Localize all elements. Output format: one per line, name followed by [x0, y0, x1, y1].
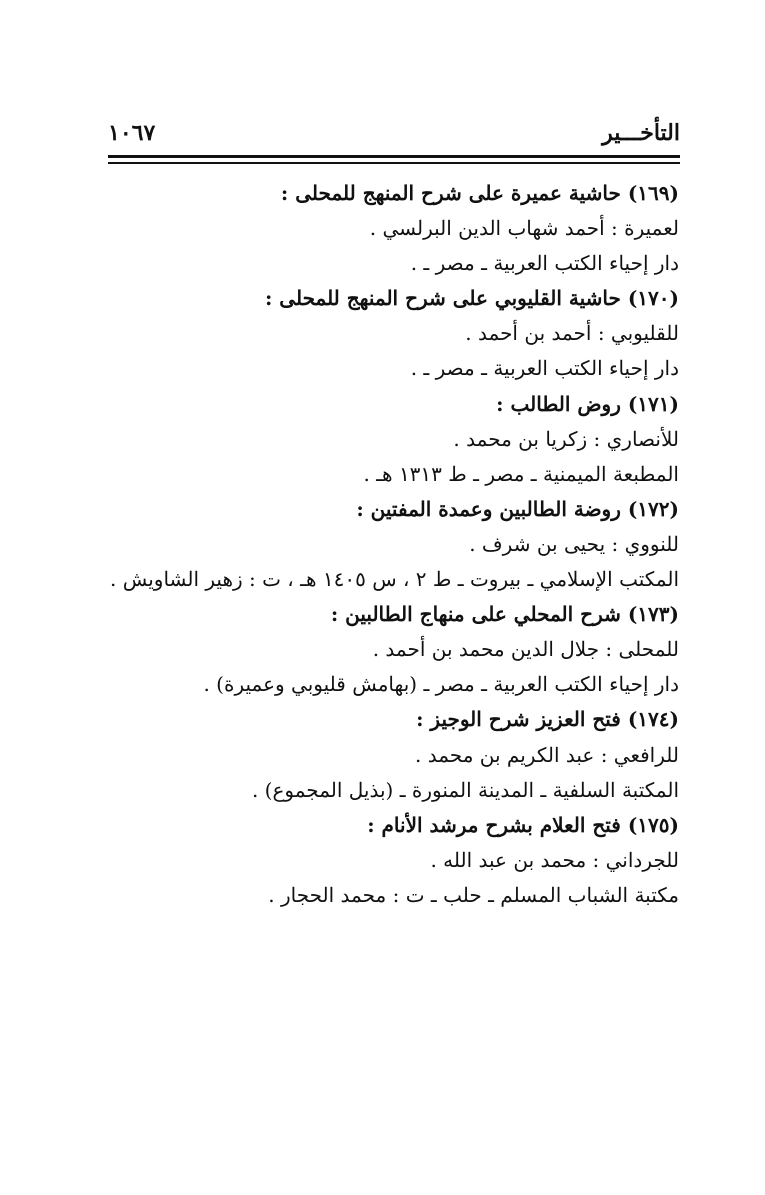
entry-title: (١٧١) روض الطالب : [496, 391, 679, 416]
entry-author: للنووي : يحيى بن شرف . [469, 531, 679, 556]
header-rule-thin [108, 162, 680, 164]
entry-author: للأنصاري : زكريا بن محمد . [453, 426, 679, 451]
entry-title: (١٧٤) فتح العزيز شرح الوجيز : [416, 707, 679, 732]
running-header [108, 112, 680, 152]
entry-title: (١٧٢) روضة الطالبين وعمدة المفتين : [356, 496, 679, 521]
entry-publisher: دار إحياء الكتب العربية ـ مصر ـ . [410, 356, 679, 381]
entry-author: لعميرة : أحمد شهاب الدين البرلسي . [369, 216, 679, 241]
page-number: ١٠٦٧ [108, 120, 156, 146]
entry-publisher: المكتب الإسلامي ـ بيروت ـ ط ٢ ، س ١٤٠٥ هـ ، ت : زهير الشاويش . [110, 567, 679, 592]
entry-author: للرافعي : عبد الكريم بن محمد . [415, 742, 679, 767]
chapter-title: التأخـــير [602, 120, 680, 146]
entry-publisher: دار إحياء الكتب العربية ـ مصر ـ . [410, 251, 679, 276]
entry-title: (١٧٥) فتح العلام بشرح مرشد الأنام : [367, 812, 679, 837]
entry-publisher: دار إحياء الكتب العربية ـ مصر ـ (بهامش قليوبي وعميرة) . [203, 672, 679, 697]
entry-publisher: المكتبة السلفية ـ المدينة المنورة ـ (بذيل المجموع) . [251, 777, 679, 802]
entry-publisher: المطبعة الميمنية ـ مصر ـ ط ١٣١٣ هـ . [363, 461, 679, 486]
entry-title: (١٦٩) حاشية عميرة على شرح المنهج للمحلى : [280, 181, 679, 205]
entry-author: للجرداني : محمد بن عبد الله . [430, 847, 679, 872]
entry-title: (١٧٣) شرح المحلي على منهاج الطالبين : [330, 602, 679, 627]
entry-author: للمحلى : جلال الدين محمد بن أحمد . [372, 637, 679, 662]
header-rule-thick [108, 155, 680, 158]
entry-author: للقليوبي : أحمد بن أحمد . [465, 321, 679, 346]
bibliography-body [110, 176, 679, 913]
entry-title: (١٧٠) حاشية القليوبي على شرح المنهج للمحلى : [264, 286, 679, 311]
entry-publisher: مكتبة الشباب المسلم ـ حلب ـ ت : محمد الحجار . [268, 882, 679, 907]
